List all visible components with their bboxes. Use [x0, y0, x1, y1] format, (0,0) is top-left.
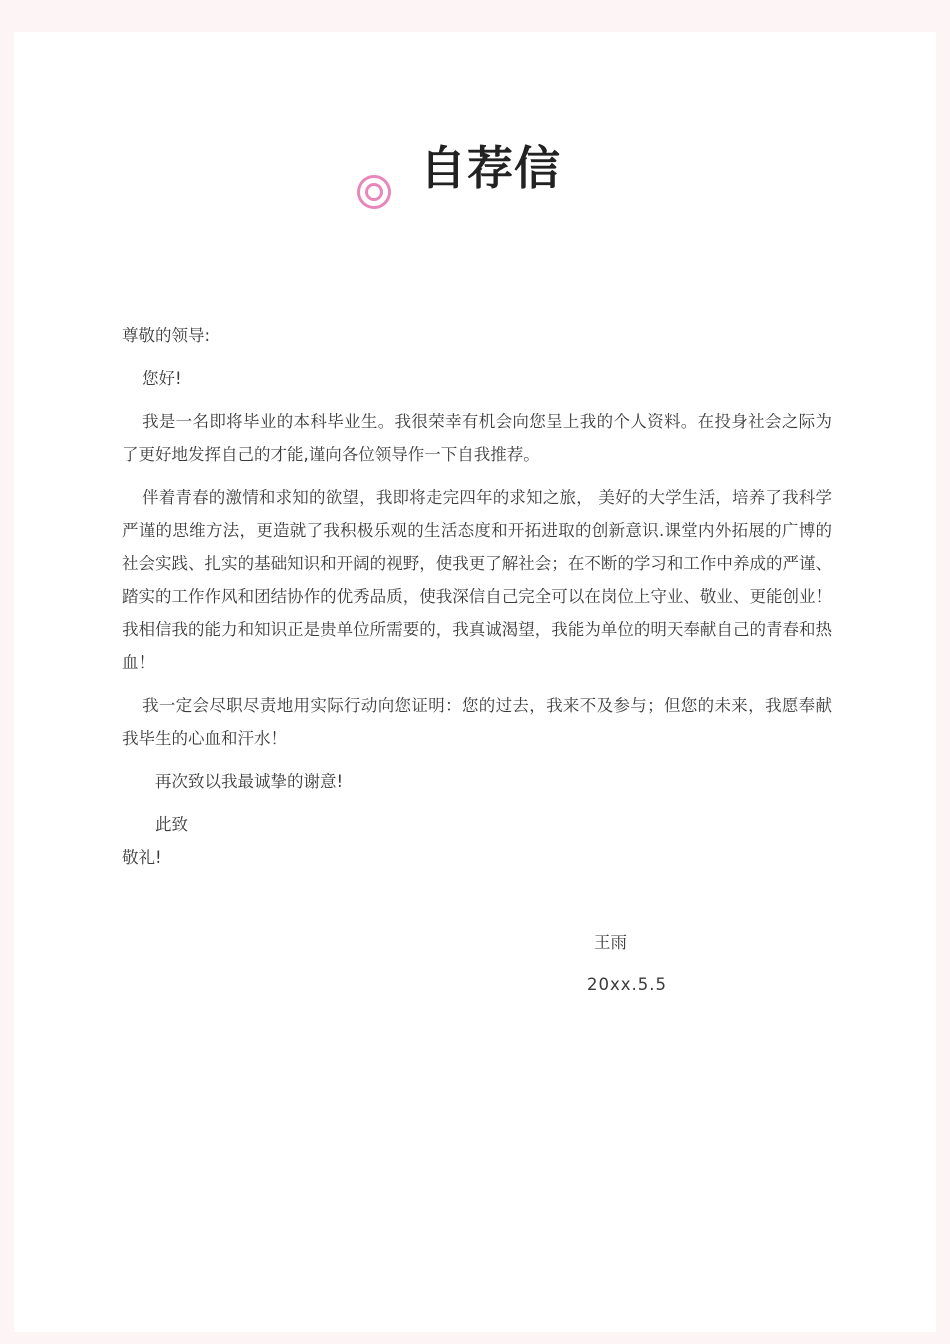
paragraph-commitment: 我一定会尽职尽责地用实际行动向您证明：您的过去，我来不及参与；但您的未来，我愿奉献我毕生的心血和汗水！ [122, 696, 832, 748]
letter-page [14, 32, 936, 1332]
concentric-circle-icon [356, 174, 392, 210]
paragraph-body: 伴着青春的激情和求知的欲望，我即将走完四年的求知之旅， 美好的大学生活，培养了我科学严谨的思维方法，更造就了我积极乐观的生活态度和开拓进取的创新意识.课堂内外拓展的广博的社会实践、扎实的基础知识和开阔的视野，使我更了解社会；在不断的学习和工作中养成的严谨、踏实的工作作风和团结协作的优秀品质，使我深信自己完全可以在岗位上守业、敬业、更能创业！我相信我的能力和知识正是贵单位所需要的，我真诚渴望，我能为单位的明天奉献自己的青春和热血！ [122, 488, 832, 672]
page-title: 自荐信 [420, 141, 561, 195]
salutation: 尊敬的领导: [122, 326, 211, 345]
greeting: 您好! [142, 369, 182, 388]
thanks-line: 再次致以我最诚挚的谢意! [155, 772, 344, 791]
closing-jing-li: 敬礼! [122, 848, 162, 867]
paragraph-intro: 我是一名即将毕业的本科毕业生。我很荣幸有机会向您呈上我的个人资料。在投身社会之际为了更好地发挥自己的才能,谨向各位领导作一下自我推荐。 [122, 412, 832, 464]
closing-ci-zhi: 此致 [155, 815, 188, 834]
signature-date: 20xx.5.5 [587, 975, 668, 994]
signature-name: 王雨 [594, 933, 627, 952]
